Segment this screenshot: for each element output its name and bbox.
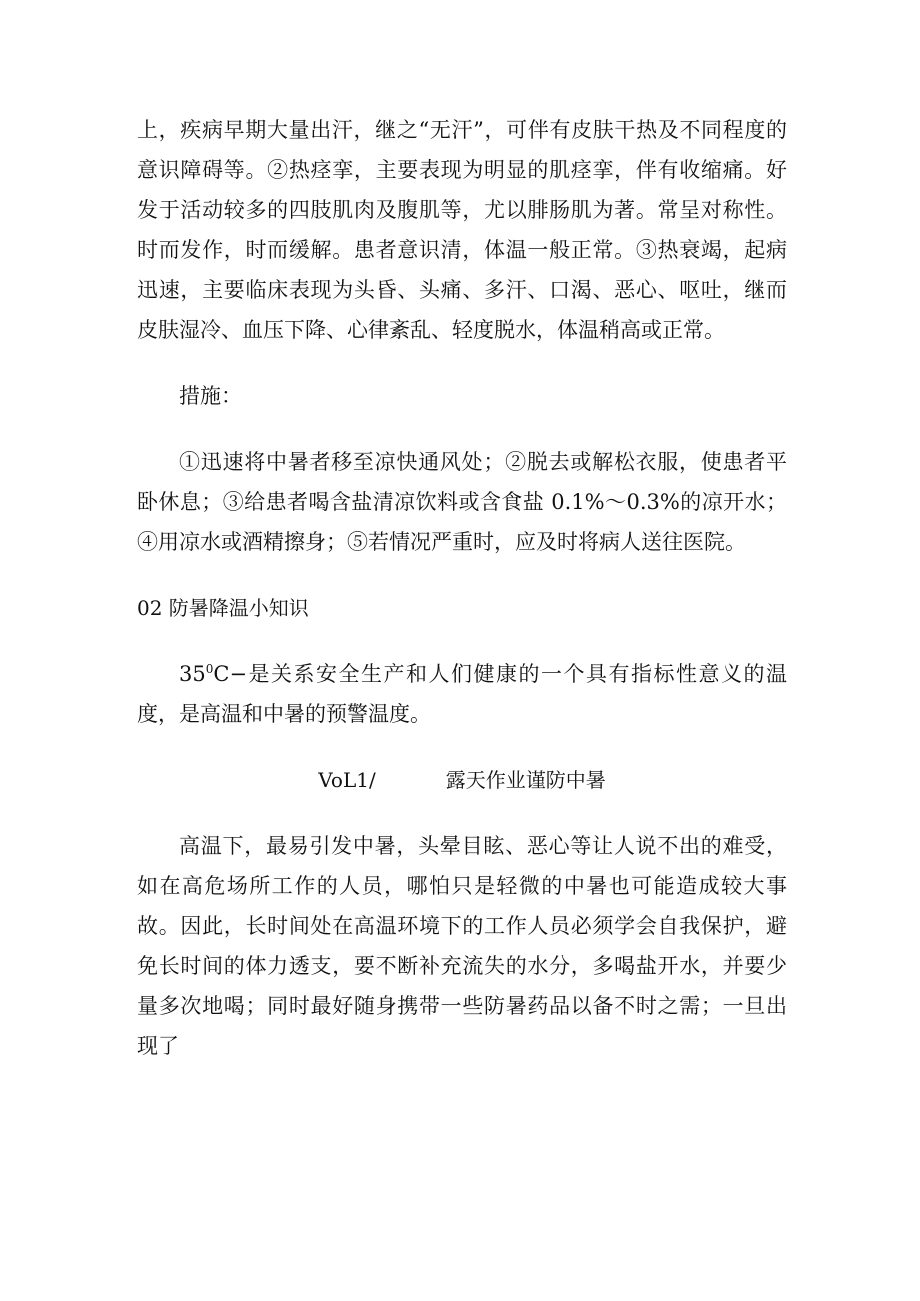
measures-paragraph: ①迅速将中暑者移至凉快通风处；②脱去或解松衣服，使患者平卧休息；③给患者喝含盐清凉饮料或含食盐 0.1%～0.3%的凉开水；④用凉水或酒精擦身；⑤若情况严重时，应及时将病人送往医院。 [137, 450, 787, 554]
temperature-number: 35 [179, 662, 206, 686]
volume-title [137, 760, 787, 800]
temperature-text: C−是关系安全生产和人们健康的一个具有指标性意义的温度，是高温和中暑的预警温度。 [137, 662, 787, 726]
temperature-superscript: 0 [205, 662, 214, 676]
temperature-paragraph [137, 654, 787, 734]
measures-label: 措施： [179, 384, 242, 408]
section-heading: 02 防暑降温小知识 [137, 596, 309, 620]
outdoor-work-paragraph: 高温下，最易引发中暑，头晕目眩、恶心等让人说不出的难受，如在高危场所工作的人员，哪怕只是轻微的中暑也可能造成较大事故。因此，长时间处在高温环境下的工作人员必须学会自我保护，避免长时间的体力透支，要不断补充流失的水分，多喝盐开水，并要少量多次地喝；同时最好随身携带一些防暑药品以备不时之需；一旦出现了 [137, 834, 787, 1058]
volume-label: VoL1/ [318, 768, 376, 792]
document-page [137, 110, 787, 1066]
symptoms-paragraph: 上，疾病早期大量出汗，继之“无汗”，可伴有皮肤干热及不同程度的意识障碍等。②热痉挛，主要表现为明显的肌痉挛，伴有收缩痛。好发于活动较多的四肢肌肉及腹肌等，尤以腓肠肌为著。常呈对称性。时而发作，时而缓解。患者意识清，体温一般正常。③热衰竭，起病迅速，主要临床表现为头昏、头痛、多汗、口渴、恶心、呕吐，继而皮肤湿冷、血压下降、心律紊乱、轻度脱水，体温稍高或正常。 [137, 118, 787, 342]
volume-title-text: 露天作业谨防中暑 [445, 768, 606, 792]
